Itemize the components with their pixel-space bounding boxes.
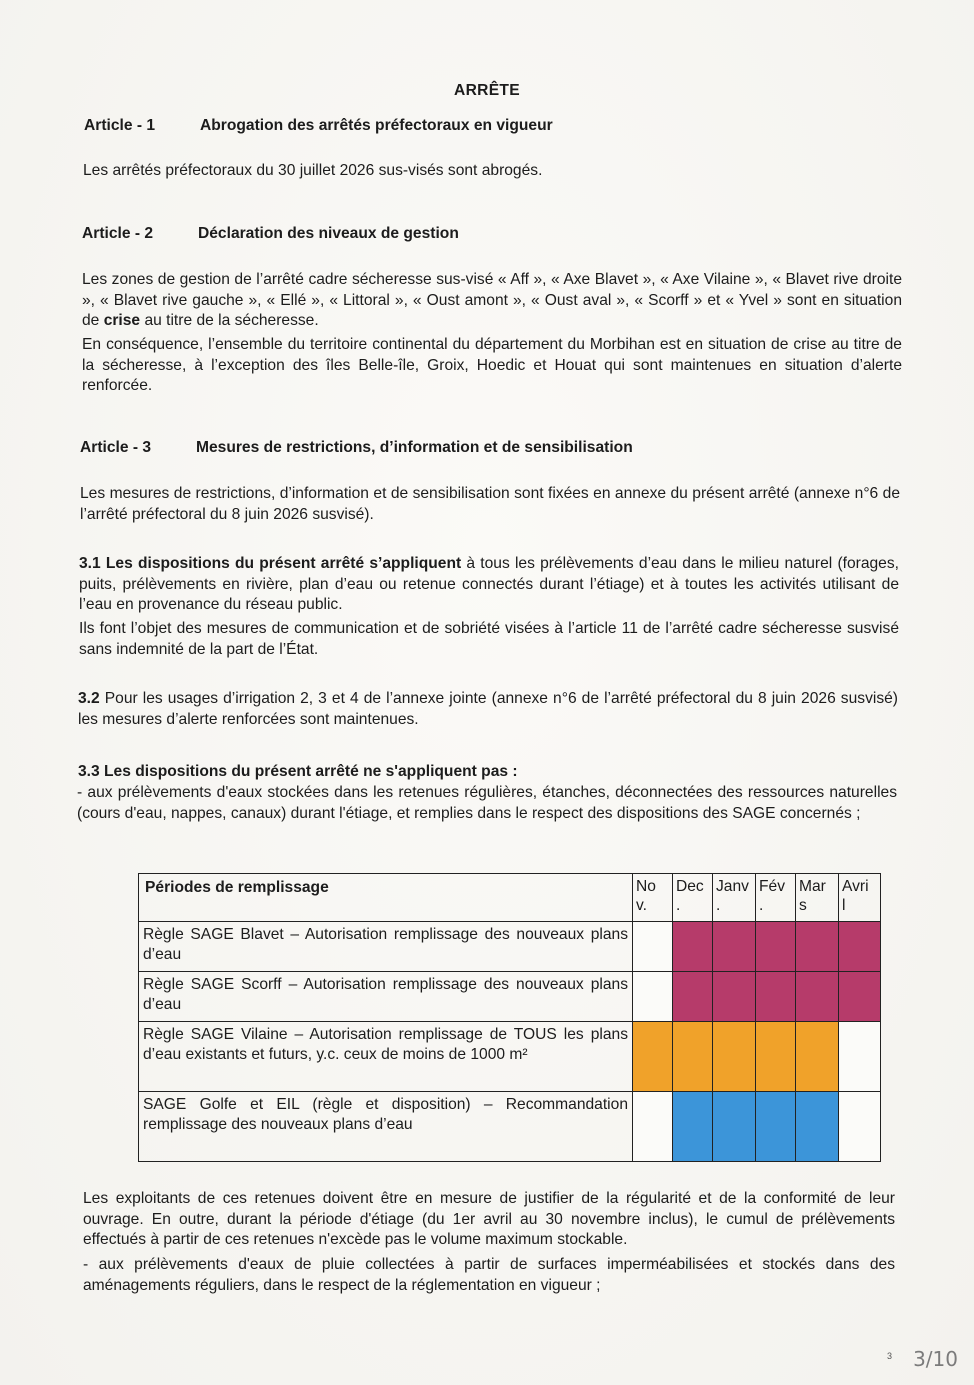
- month-cell: [713, 1022, 756, 1092]
- article-2-heading: [82, 225, 459, 243]
- article-2-paragraph-1: [82, 270, 902, 332]
- month-cell: [796, 1092, 839, 1162]
- month-cell: [673, 972, 713, 1022]
- month-header: Dec .: [673, 874, 713, 922]
- month-cell: [633, 1022, 673, 1092]
- article-title: Abrogation des arrêtés préfectoraux en vigueur: [200, 117, 553, 134]
- section-3-3-heading: 3.3 Les dispositions du présent arrêté ne s'appliquent pas :: [78, 763, 518, 780]
- article-1-heading: [84, 117, 553, 135]
- section-3-2-number: 3.2: [78, 690, 100, 707]
- month-cell: [713, 972, 756, 1022]
- table-header-label: Périodes de remplissage: [139, 874, 633, 922]
- rule-label: Règle SAGE Blavet – Autorisation remplissage des nouveaux plans d’eau: [139, 922, 633, 972]
- month-cell: [839, 1092, 881, 1162]
- text-run: Les zones de gestion de l’arrêté cadre sécheresse sus-visé « Aff », « Axe Blavet », « Axe Vilaine », « Blavet rive droite », « Blavet rive gauche », « Ellé », « Littoral », « Oust amont », « Oust aval », « Scorff » et « Yvel » sont en situation de: [82, 271, 902, 329]
- month-cell: [633, 1092, 673, 1162]
- page-mark: 3: [886, 1351, 892, 1361]
- crise-emphasis: crise: [103, 312, 141, 329]
- table-header-row: [139, 874, 881, 922]
- month-cell: [796, 1022, 839, 1092]
- rule-label: SAGE Golfe et EIL (règle et disposition) – Recommandation remplissage des nouveaux plans d’eau: [139, 1092, 633, 1162]
- rule-label: Règle SAGE Scorff – Autorisation remplissage des nouveaux plans d’eau: [139, 972, 633, 1022]
- article-title: Déclaration des niveaux de gestion: [198, 225, 459, 242]
- page-number: 3/10: [913, 1347, 958, 1371]
- filling-periods-table: [138, 873, 881, 1162]
- article-number: Article - 2: [82, 225, 154, 242]
- table-row: [139, 922, 881, 972]
- month-cell: [756, 972, 796, 1022]
- section-3-1-paragraph-2: Ils font l’objet des mesures de communication et de sobriété visées à l’article 11 de l’arrêté cadre sécheresse susvisé sans indemnité de la part de l’État.: [79, 620, 899, 658]
- article-1-body: Les arrêtés préfectoraux du 30 juillet 2026 sus-visés sont abrogés.: [83, 162, 543, 179]
- article-number: Article - 1: [84, 117, 156, 134]
- month-cell: [839, 972, 881, 1022]
- month-cell: [796, 922, 839, 972]
- table-row: [139, 972, 881, 1022]
- section-3-3-paragraph: - aux prélèvements d'eaux stockées dans les retenues régulières, étanches, déconnectées des ressources naturelles (cours d'eau, nappes, canaux) durant l'étiage, et remplies dans le respect des dispositions des SAGE concernés ;: [77, 784, 897, 822]
- article-number: Article - 3: [80, 439, 152, 456]
- rule-label: Règle SAGE Vilaine – Autorisation remplissage de TOUS les plans d’eau existants et futurs, y.c. ceux de moins de 1000 m²: [139, 1022, 633, 1092]
- article-title: Mesures de restrictions, d’information et de sensibilisation: [196, 439, 633, 456]
- month-header: No v.: [633, 874, 673, 922]
- month-cell: [633, 972, 673, 1022]
- month-header: Janv .: [713, 874, 756, 922]
- month-cell: [756, 1092, 796, 1162]
- article-3-intro: Les mesures de restrictions, d’information et de sensibilisation sont fixées en annexe du présent arrêté (annexe n°6 de l’arrêté préfectoral du 8 juin 2026 susvisé).: [80, 485, 900, 523]
- page-title: ARRÊTE: [454, 82, 520, 99]
- text-run: à tous les prélèvements d’eau dans le milieu naturel (forages, puits, prélèvements en rivière, plan d’eau ou retenue connectés durant l’étiage) et à toutes les activités utilisant de l’eau en provenance du réseau public.: [79, 555, 899, 613]
- article-2-paragraph-2: En conséquence, l’ensemble du territoire continental du département du Morbihan est en situation de crise au titre de la sécheresse, à l’exception des îles Belle-île, Groix, Hoedic et Houat qui sont maintenues en situation d’alerte renforcée.: [82, 336, 902, 394]
- article-3-heading: [80, 439, 633, 457]
- month-cell: [673, 922, 713, 972]
- month-cell: [673, 1092, 713, 1162]
- section-3-1-paragraph-1: [79, 554, 899, 616]
- section-3-2-paragraph: [78, 689, 898, 730]
- after-table-paragraph-2: - aux prélèvements d'eaux de pluie collectées à partir de surfaces imperméabilisées et stockés dans des aménagements réguliers, dans le respect de la réglementation en vigueur ;: [83, 1256, 895, 1294]
- month-cell: [756, 922, 796, 972]
- text-run: Pour les usages d’irrigation 2, 3 et 4 de l’annexe jointe (annexe n°6 de l’arrêté préfectoral du 8 juin 2026 susvisé) les mesures d’alerte renforcées sont maintenues.: [78, 690, 898, 728]
- month-cell: [713, 922, 756, 972]
- table-row: [139, 1022, 881, 1092]
- section-3-1-lead: 3.1 Les dispositions du présent arrêté s’appliquent: [79, 555, 462, 572]
- text-run: au titre de la sécheresse.: [140, 312, 319, 329]
- month-header: Fév .: [756, 874, 796, 922]
- month-cell: [673, 1022, 713, 1092]
- month-cell: [756, 1022, 796, 1092]
- month-cell: [839, 922, 881, 972]
- month-header: Avri l: [839, 874, 881, 922]
- month-cell: [713, 1092, 756, 1162]
- after-table-paragraph-1: Les exploitants de ces retenues doivent être en mesure de justifier de la régularité et de la conformité de leur ouvrage. En outre, durant la période d'étiage (du 1er avril au 30 novembre inclus), le cumul de prélèvements effectués à partir de ces retenues n'excède pas le volume maximum stockable.: [83, 1190, 895, 1248]
- table-row: [139, 1092, 881, 1162]
- month-cell: [796, 972, 839, 1022]
- month-header: Mar s: [796, 874, 839, 922]
- month-cell: [633, 922, 673, 972]
- month-cell: [839, 1022, 881, 1092]
